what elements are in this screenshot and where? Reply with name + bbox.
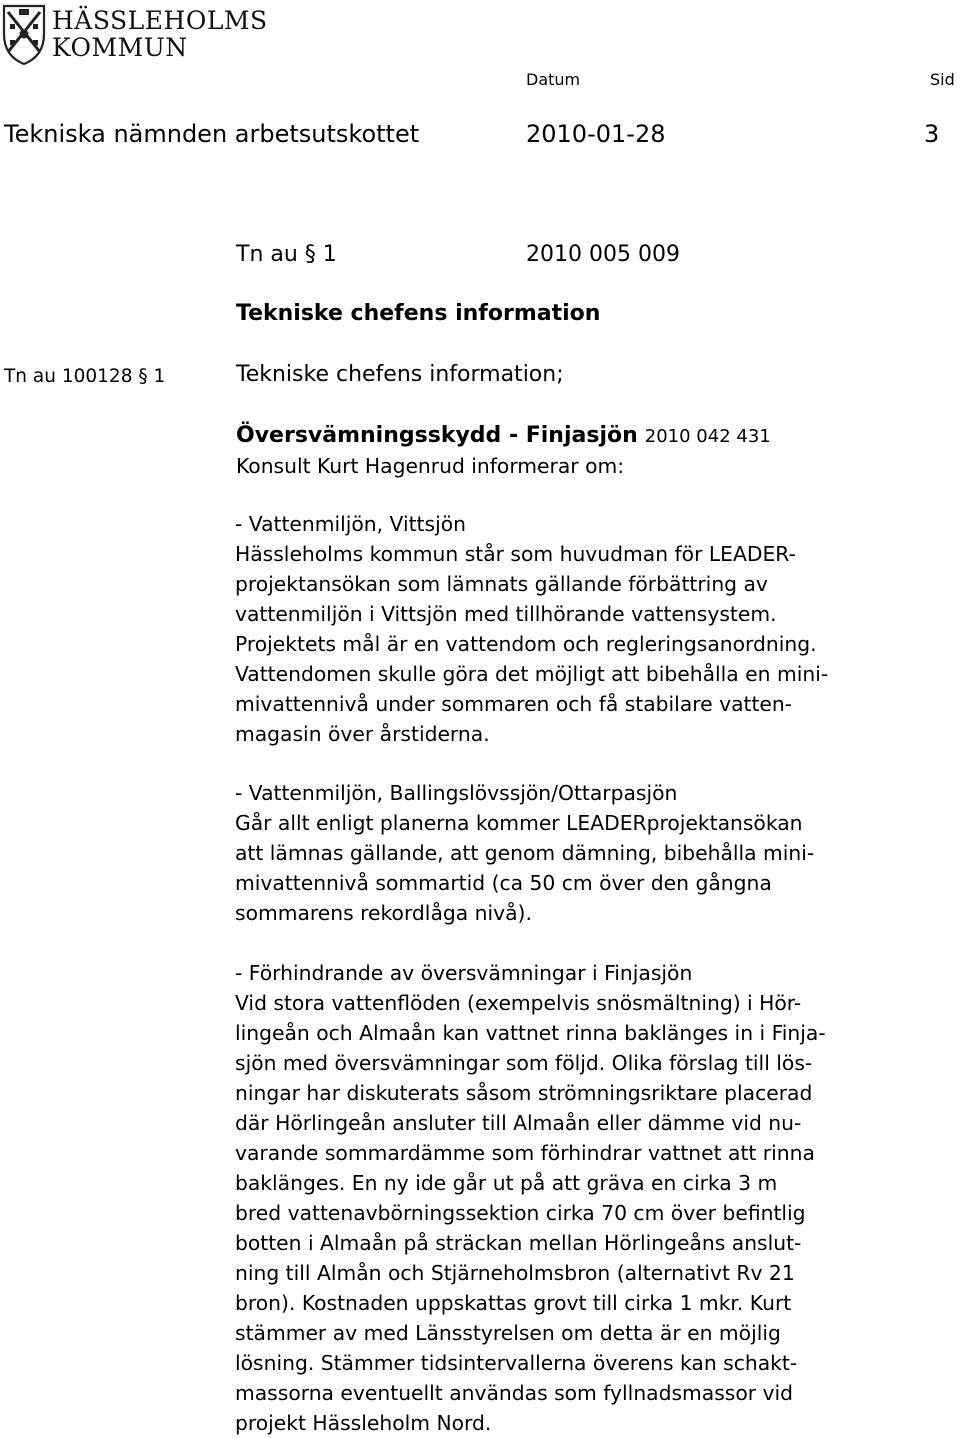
section-vittsjon [235, 509, 955, 749]
text-line: Hässleholms kommun står som huvudman för LEADER- [235, 542, 796, 566]
text-line: varande sommardämme som förhindrar vattnet att rinna [235, 1141, 815, 1165]
text-line: ningar har diskuterats såsom strömningsriktare placerad [235, 1081, 813, 1105]
reference-number: Tn au 100128 § 1 [4, 366, 166, 387]
text-line: - Vattenmiljön, Ballingslövssjön/Ottarpasjön [235, 781, 678, 805]
text-line: - Vattenmiljön, Vittsjön [235, 512, 466, 536]
logo-text-line2: KOMMUN [52, 33, 188, 62]
text-line: bred vattenavbörningssektion cirka 70 cm över befintlig [235, 1201, 806, 1225]
text-line: baklänges. En ny ide går ut på att gräva en cirka 3 m [235, 1171, 778, 1195]
meeting-date: 2010-01-28 [526, 120, 666, 148]
paragraph-number: Tn au § 1 [236, 242, 337, 267]
section-finjasjon [235, 958, 955, 1438]
text-line: ning till Almån och Stjärneholmsbron (alternativt Rv 21 [235, 1261, 795, 1285]
text-line: Går allt enligt planerna kommer LEADERprojektansökan [235, 811, 803, 835]
logo-text-line1: HÄSSLEHOLMS [52, 6, 268, 35]
text-line: mivattennivå under sommaren och få stabilare vatten- [235, 692, 793, 716]
text-line: vattenmiljön i Vittsjön med tillhörande vattensystem. [235, 602, 777, 626]
committee-name: Tekniska nämnden arbetsutskottet [4, 120, 420, 148]
text-line: sommarens rekordlåga nivå). [235, 901, 532, 925]
coat-of-arms-icon [2, 4, 46, 66]
section-ballingslovssjon [235, 778, 955, 928]
diary-number: 2010 005 009 [526, 242, 680, 267]
text-line: massorna eventuellt användas som fyllnadsmassor vid [235, 1381, 794, 1405]
text-line: där Hörlingeån ansluter till Almaån eller dämme vid nu- [235, 1111, 802, 1135]
text-line: lingeån och Almaån kan vattnet rinna baklänges in i Finja- [235, 1021, 826, 1045]
text-line: - Förhindrande av översvämningar i Finjasjön [235, 961, 693, 985]
text-line: lösning. Stämmer tidsintervallerna överens kan schakt- [235, 1351, 798, 1375]
text-line: mivattennivå sommartid (ca 50 cm över den gångna [235, 871, 772, 895]
text-line: projekt Hässleholm Nord. [235, 1411, 492, 1435]
text-line: botten i Almaån på sträckan mellan Hörlingeåns anslut- [235, 1231, 802, 1255]
text-line: bron). Kostnaden uppskattas grovt till cirka 1 mkr. Kurt [235, 1291, 792, 1315]
topic-heading [236, 423, 771, 448]
datum-label: Datum [526, 70, 581, 89]
text-line: Vattendomen skulle göra det möjligt att bibehålla en mini- [235, 662, 829, 686]
text-line: sjön med översvämningar som följd. Olika förslag till lös- [235, 1051, 813, 1075]
text-line: stämmer av med Länsstyrelsen om detta är en möjlig [235, 1321, 781, 1345]
item-subject: Tekniske chefens information; [236, 362, 564, 387]
text-line: att lämnas gällande, att genom dämning, bibehålla mini- [235, 841, 815, 865]
municipality-logo [0, 0, 268, 72]
text-line: magasin över årstiderna. [235, 722, 490, 746]
text-line: projektansökan som lämnats gällande förbättring av [235, 572, 768, 596]
text-line: Vid stora vattenflöden (exempelvis snösmältning) i Hör- [235, 991, 802, 1015]
item-title: Tekniske chefens information [236, 301, 601, 326]
sid-label: Sid [930, 70, 955, 89]
intro-text: Konsult Kurt Hagenrud informerar om: [236, 454, 625, 478]
page-number: 3 [924, 120, 940, 148]
text-line: Projektets mål är en vattendom och regleringsanordning. [235, 632, 817, 656]
topic-title: Översvämningsskydd - Finjasjön [236, 423, 638, 448]
topic-number: 2010 042 431 [644, 426, 771, 447]
